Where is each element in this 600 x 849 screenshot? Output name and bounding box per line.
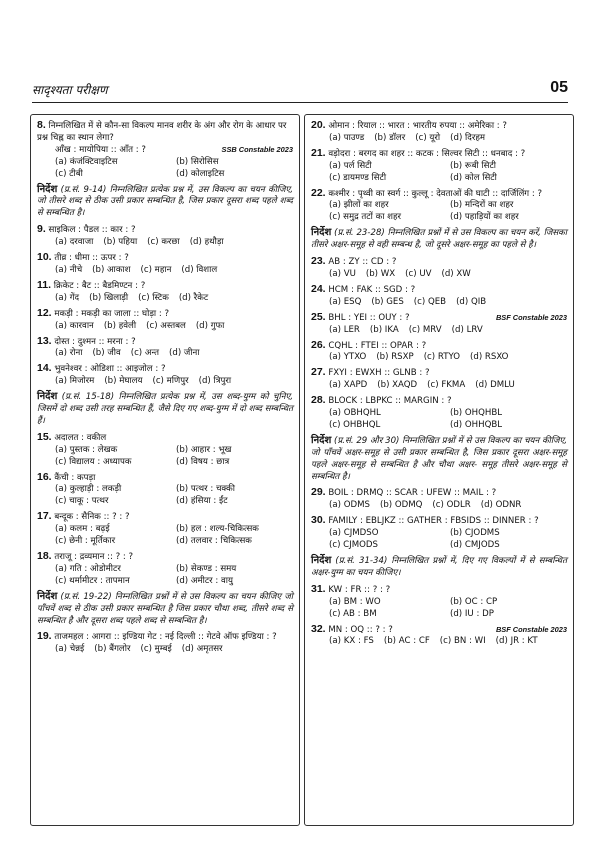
answer-option: (d) रैकेट [178, 292, 209, 303]
answer-option: (c) मणिपुर [152, 376, 189, 387]
answer-option: (d) दिरहम [450, 132, 486, 143]
question-text: अदालत : वकील [54, 432, 107, 443]
answer-option: (a) गति : ओडोमीटर [55, 563, 121, 574]
question-text: कैंची : कपड़ा [54, 472, 96, 483]
option-group [37, 644, 293, 656]
question-text: AB : ZY :: CD : ? [328, 257, 397, 268]
question-text: BOIL : DRMQ :: SCAR : UFEW :: MAIL : ? [328, 488, 497, 499]
question-text: BLOCK : LBPKC :: MARGIN : ? [328, 396, 452, 407]
option-group [311, 597, 567, 621]
answer-option: (c) UV [405, 268, 432, 279]
answer-option: (d) OHHQBL [450, 419, 503, 430]
question-line [311, 584, 567, 597]
answer-option: (a) CJMDSO [329, 528, 379, 539]
answer-option: (a) कलम : बढ़ई [55, 524, 110, 535]
answer-option: (b) WX [365, 268, 396, 279]
question-text: बन्दूक : सैनिक :: ? : ? [54, 512, 130, 523]
answer-option: (a) झीलों का शहर [329, 200, 389, 211]
answer-option: (b) मेघालय [104, 376, 143, 387]
option-group [37, 265, 293, 277]
directions-text: (प्र.सं. 23-28) निम्नलिखित प्रश्नों में से उस विकल्प का चयन करें, जिसका तीसरे अक्षर-समूह से वही सम्बन्ध है, जो दूसरे अक्षर-समूह का पहले से है। [311, 228, 567, 251]
answer-option: (d) XW [441, 268, 471, 279]
question-line [37, 363, 293, 376]
answer-option: (a) पुस्तक : लेखक [55, 444, 118, 455]
answer-option: (a) गेंद [55, 292, 80, 303]
answer-option: (d) CMJODS [450, 540, 500, 551]
directions-label: निर्देश [37, 391, 58, 403]
exam-tag: BSF Constable 2023 [495, 624, 567, 634]
exam-tag: BSF Constable 2023 [495, 312, 567, 322]
option-group [311, 297, 567, 309]
option-group [37, 376, 293, 388]
option-group [311, 161, 567, 185]
answer-option: (b) OC : CP [450, 596, 498, 607]
question [311, 487, 567, 512]
answer-option: (d) गुफा [195, 320, 225, 331]
answer-option: (c) OHBHQL [329, 419, 381, 430]
question-text: कश्मीर : पृथ्वी का स्वर्ग :: कुल्लू : देवताओं की घाटी :: दार्जिलिंग : ? [328, 188, 543, 199]
answer-option: (b) आहार : भूख [176, 444, 232, 455]
directions-text: (प्र.सं. 9-14) निम्नलिखित प्रत्येक प्रश्न में, उस विकल्प का चयन कीजिए, जो तीसरे शब्द से ठीक उसी प्रकार सम्बन्धित है, जिस प्रकार दूसरा शब्द पहले शब्द से सम्बन्धित है। [37, 184, 294, 219]
question-line [311, 188, 567, 201]
header-rule [32, 102, 568, 103]
answer-option: (c) MRV [408, 324, 442, 335]
question [37, 336, 293, 361]
answer-option: (b) CJODMS [450, 528, 500, 539]
answer-option: (c) टीबी [55, 168, 83, 179]
question-line [311, 395, 567, 408]
answer-option: (b) आकाश [92, 264, 131, 275]
answer-option: (a) मिजोरम [55, 376, 95, 387]
question-line [37, 511, 293, 524]
answer-option: (a) ESQ [329, 296, 362, 307]
answer-option: (a) नीचे [55, 264, 83, 275]
answer-option: (d) JR : KT [495, 636, 538, 647]
directions-text: (प्र.सं. 31-34) निम्नलिखित प्रश्नों में, दिए गए विकल्पों में से सम्बन्धित अक्षर-युग्म का चयन कीजिए। [311, 556, 567, 578]
answer-option: (b) सिरोसिस [176, 156, 219, 167]
option-group [311, 352, 567, 364]
question [311, 188, 567, 225]
option-group [311, 500, 567, 512]
question [37, 551, 293, 588]
answer-option: (b) मन्दिरों का शहर [450, 200, 514, 211]
directions-block [37, 591, 293, 628]
question-text: निम्नलिखित में से कौन-सा विकल्प मानव शरीर के अंग और रोग के आधार पर प्रश्न चिह्न का स्थान लेगा? [37, 121, 287, 143]
question-text: वड़ोदरा : बरगद का शहर :: कटक : सिल्वर सिटी :: धनबाद : ? [328, 148, 526, 159]
question-text: क्रिकेट : बैट :: बैडमिण्टन : ? [53, 280, 146, 291]
page-header [32, 79, 568, 99]
directions-block [311, 555, 567, 580]
answer-option: (a) कारवान [55, 320, 94, 331]
answer-option: (c) ODLR [432, 500, 471, 511]
question-line [37, 280, 293, 293]
question-number: 25. [311, 310, 326, 323]
answer-option: (c) अस्तबल [146, 320, 186, 331]
answer-option: (b) हवेली [103, 320, 137, 331]
question-number: 28. [311, 394, 326, 407]
question-line [311, 340, 567, 353]
answer-option: (c) महान [140, 264, 172, 275]
question-number: 22. [311, 186, 326, 199]
directions-label: निर्देश [311, 227, 332, 239]
answer-option: (a) कुल्हाड़ी : लकड़ी [55, 484, 122, 495]
question [311, 256, 567, 281]
question [37, 224, 293, 249]
answer-option: (a) ODMS [329, 500, 370, 511]
option-group [37, 157, 293, 181]
answer-option: (a) BM : WO [329, 596, 381, 607]
answer-option: (a) VU [329, 268, 356, 279]
answer-option: (c) छेनी : मूर्तिकार [55, 536, 116, 547]
answer-option: (c) थर्मामीटर : तापमान [55, 575, 130, 586]
question-number: 13. [37, 334, 52, 347]
answer-option: (b) खिलाड़ी [89, 292, 129, 303]
answer-option: (a) LER [329, 324, 360, 335]
answer-option: (c) AB : BM [329, 608, 377, 619]
answer-option: (b) IKA [369, 324, 399, 335]
question-line [37, 252, 293, 265]
answer-option: (a) KX : FS [329, 636, 374, 647]
answer-option: (d) कोल सिटी [450, 172, 497, 183]
question-text: साइकिल : पैडल :: कार : ? [48, 225, 136, 236]
answer-option: (d) तलवार : चिकित्सक [176, 536, 252, 547]
question [311, 515, 567, 552]
page-number: 05 [550, 79, 568, 96]
answer-option: (c) अन्त [130, 348, 160, 359]
right-column-frame [304, 114, 574, 826]
question-number: 19. [37, 630, 52, 643]
question-number: 24. [311, 282, 326, 295]
question-line [311, 120, 567, 133]
question [37, 120, 293, 181]
answer-option: (c) BN : WI [439, 636, 486, 647]
question [37, 363, 293, 388]
question [311, 284, 567, 309]
question-number: 15. [37, 430, 52, 443]
question-text: FAMILY : EBLJKZ :: GATHER : FBSIDS :: DINNER : ? [328, 516, 539, 527]
question-text: FXYI : EWXH :: GLNB : ? [328, 368, 430, 379]
answer-option: (b) RSXP [376, 352, 414, 363]
question-text: ताजमहल : आगरा :: इण्डिया गेट : नई दिल्ली :: गेटवे ऑफ इण्डिया : ? [54, 632, 277, 643]
question-number: 21. [311, 146, 326, 159]
question [37, 308, 293, 333]
question-number: 14. [37, 362, 52, 375]
exam-tag: SSB Constable 2023 [221, 145, 293, 154]
directions-block [311, 227, 567, 252]
option-group [37, 445, 293, 469]
chapter-title: सादृश्यता परीक्षण [32, 83, 108, 97]
answer-option: (b) डॉलर [374, 132, 406, 143]
option-group [311, 408, 567, 432]
answer-option: (c) करछा [147, 237, 180, 248]
answer-option: (d) अमृतसर [181, 644, 223, 655]
question-number: 11. [37, 278, 52, 291]
answer-option: (d) ODNR [480, 500, 522, 511]
option-group [37, 348, 293, 360]
question-number: 30. [311, 514, 326, 527]
answer-option: (b) ODMQ [379, 500, 423, 511]
directions-label: निर्देश [37, 183, 58, 195]
answer-option: (b) XAQD [377, 380, 418, 391]
answer-option: (d) हथौड़ा [189, 237, 224, 248]
answer-option: (d) अमीटर : वायु [176, 575, 234, 586]
question-text: BHL : YEI :: OUY : ? [328, 312, 410, 323]
left-column-frame [30, 114, 300, 826]
directions-text: (प्र.सं. 15-18) निम्नलिखित प्रत्येक प्रश्न में, उस शब्द-युग्म को चुनिए, जिसमें दो शब्द उसी तरह सम्बन्धित हैं, जैसे दिए गए शब्द-युग्म में दो शब्द सम्बन्धित हैं। [37, 392, 293, 426]
question [311, 624, 567, 649]
question-text: CQHL : FTEI :: OPAR : ? [328, 340, 427, 351]
left-column [31, 115, 299, 656]
answer-option: (b) पहिया [103, 237, 138, 248]
option-group [37, 564, 293, 588]
question-number: 9. [37, 223, 46, 236]
question-number: 12. [37, 306, 52, 319]
answer-option: (d) त्रिपुरा [198, 376, 232, 387]
answer-option: (b) हल : शल्य-चिकित्सक [176, 524, 259, 535]
option-group [37, 524, 293, 548]
question-text: तीव्र : धीमा :: ऊपर : ? [54, 253, 129, 264]
question [311, 584, 567, 621]
question-line [311, 284, 567, 297]
directions-text: (प्र.सं. 19-22) निम्नलिखित प्रश्नों में से उस विकल्प का चयन कीजिए जो पाँचवें शब्द से ठीक उसी प्रकार सम्बन्धित है जिस प्रकार चौथा शब्द, तीसरे शब्द से सम्बन्धित है और दूसरा शब्द पहले शब्द से सम्बन्धित है। [37, 591, 294, 626]
question-number: 10. [37, 251, 52, 264]
question-line [37, 120, 293, 145]
question-line [37, 432, 293, 445]
answer-option: (c) चाकू : पत्थर [55, 496, 109, 507]
question-number: 17. [37, 510, 52, 523]
question-line [37, 472, 293, 485]
question-text: ओमान : रियाल :: भारत : भारतीय रुपया :: अमेरिका : ? [328, 121, 507, 131]
question-line [37, 551, 293, 564]
answer-option: (d) पहाड़ियों का शहर [450, 212, 519, 223]
question-number: 16. [37, 470, 52, 483]
answer-option: (a) रोना [55, 348, 83, 359]
question-text: मकड़ी : मकड़ी का जाला :: घोड़ा : ? [54, 308, 170, 319]
question [311, 395, 567, 432]
question [311, 340, 567, 365]
question [311, 312, 567, 337]
answer-option: (c) डायमण्ड सिटी [329, 172, 387, 183]
option-group [311, 528, 567, 552]
directions-label: निर्देश [37, 590, 58, 602]
question-line [37, 631, 293, 644]
question-line [37, 224, 293, 237]
option-group [37, 484, 293, 508]
answer-option: (a) पाउण्ड [329, 132, 365, 143]
answer-option: (b) सेकण्ड : समय [176, 563, 237, 574]
question-text: MN : OQ :: ? : ? [328, 624, 393, 635]
question-text: HCM : FAK :: SGD : ? [328, 284, 416, 295]
answer-option: (c) यूरो [415, 132, 441, 143]
answer-option: (b) पत्थर : चक्की [176, 484, 235, 495]
answer-option: (a) दरवाजा [55, 237, 94, 248]
question-text: भुवनेश्वर : ओडिशा :: आइजोल : ? [54, 364, 166, 375]
option-group [311, 636, 567, 648]
answer-option: (a) XAPD [329, 380, 368, 391]
directions-block [37, 184, 293, 221]
right-column [305, 115, 573, 648]
answer-option: (d) कोलाइटिस [176, 168, 225, 179]
answer-option: (d) विशाल [181, 264, 218, 275]
answer-option: (d) DMLU [475, 380, 515, 391]
option-group [311, 325, 567, 337]
question-line [311, 367, 567, 380]
question-number: 26. [311, 338, 326, 351]
answer-option: (b) जीव [92, 348, 121, 359]
option-group [37, 293, 293, 305]
question-number: 29. [311, 486, 326, 499]
question-text: KW : FR :: ? : ? [328, 584, 391, 595]
answer-option: (c) QEB [413, 296, 447, 307]
answer-option: (c) FKMA [427, 380, 466, 391]
answer-option: (b) OHQHBL [450, 408, 503, 419]
answer-option: (d) हंसिया : ईंट [176, 496, 228, 507]
question [37, 252, 293, 277]
answer-option: (d) विषय : छात्र [176, 456, 230, 467]
option-group [311, 133, 567, 145]
answer-option: (b) AC : CF [383, 636, 430, 647]
question-number: 31. [311, 582, 326, 595]
question-line [311, 256, 567, 269]
question [37, 280, 293, 305]
directions-label: निर्देश [311, 434, 332, 446]
answer-option: (a) चेन्नई [55, 644, 85, 655]
answer-option: (a) कंजंक्टिवाइटिस [55, 156, 118, 167]
answer-option: (d) QIB [456, 296, 487, 307]
answer-option: (c) स्टिक [138, 292, 169, 303]
question-text: तराजू : द्रव्यमान :: ? : ? [54, 552, 134, 562]
answer-option: (b) रूबी सिटी [450, 160, 497, 171]
question [37, 432, 293, 469]
answer-option: (d) IU : DP [450, 608, 494, 619]
question-number: 8. [37, 119, 46, 131]
answer-option: (c) मुम्बई [140, 644, 172, 655]
answer-option: (c) CJMODS [329, 540, 378, 551]
option-group [37, 321, 293, 333]
directions-block [311, 435, 567, 484]
question-number: 32. [311, 622, 326, 635]
answer-option: (a) पर्ल सिटी [329, 160, 372, 171]
question [311, 367, 567, 392]
answer-option: (d) जीना [169, 348, 200, 359]
question [37, 631, 293, 656]
option-group [37, 237, 293, 249]
question-number: 27. [311, 366, 326, 379]
answer-option: (c) विद्यालय : अध्यापक [55, 456, 132, 467]
question-text: दोस्त : दुश्मन :: मरना : ? [54, 336, 136, 347]
answer-option: (a) YTXO [329, 352, 367, 363]
question-line [37, 336, 293, 349]
directions-block [37, 391, 293, 428]
answer-option: (b) बैंगलोर [94, 644, 131, 655]
question [311, 148, 567, 185]
question-line [311, 487, 567, 500]
answer-option: (a) OBHQHL [329, 408, 381, 419]
option-group [311, 380, 567, 392]
answer-option: (d) RSXO [470, 352, 509, 363]
question-number: 18. [37, 550, 52, 562]
question [37, 511, 293, 548]
question [37, 472, 293, 509]
question-line [311, 148, 567, 161]
answer-option: (b) GES [371, 296, 404, 307]
answer-option: (d) LRV [451, 324, 483, 335]
answer-option: (c) RTYO [423, 352, 461, 363]
question [311, 120, 567, 145]
question-line [37, 308, 293, 321]
question-subtext: आँख : मायोपिया :: आँत : ? [55, 144, 146, 155]
option-group [311, 200, 567, 224]
option-group [311, 269, 567, 281]
question-line [311, 515, 567, 528]
question-number: 20. [311, 119, 326, 131]
question-number: 23. [311, 255, 326, 268]
directions-text: (प्र.सं. 29 और 30) निम्नलिखित प्रश्नों में से उस विकल्प का चयन कीजिए, जो पाँचवें अक्षर-समूह से उसी प्रकार सम्बन्धित है, जिस प्रकार दूसरा अक्षर-समूह पहले अक्षर-समूह से सम्बन्धित है और चौथा अक्षर- समूह तीसरे अक्षर-समूह से सम्बन्धित है। [311, 435, 567, 482]
answer-option: (c) समुद्र तटों का शहर [329, 212, 402, 223]
directions-label: निर्देश [311, 555, 332, 566]
